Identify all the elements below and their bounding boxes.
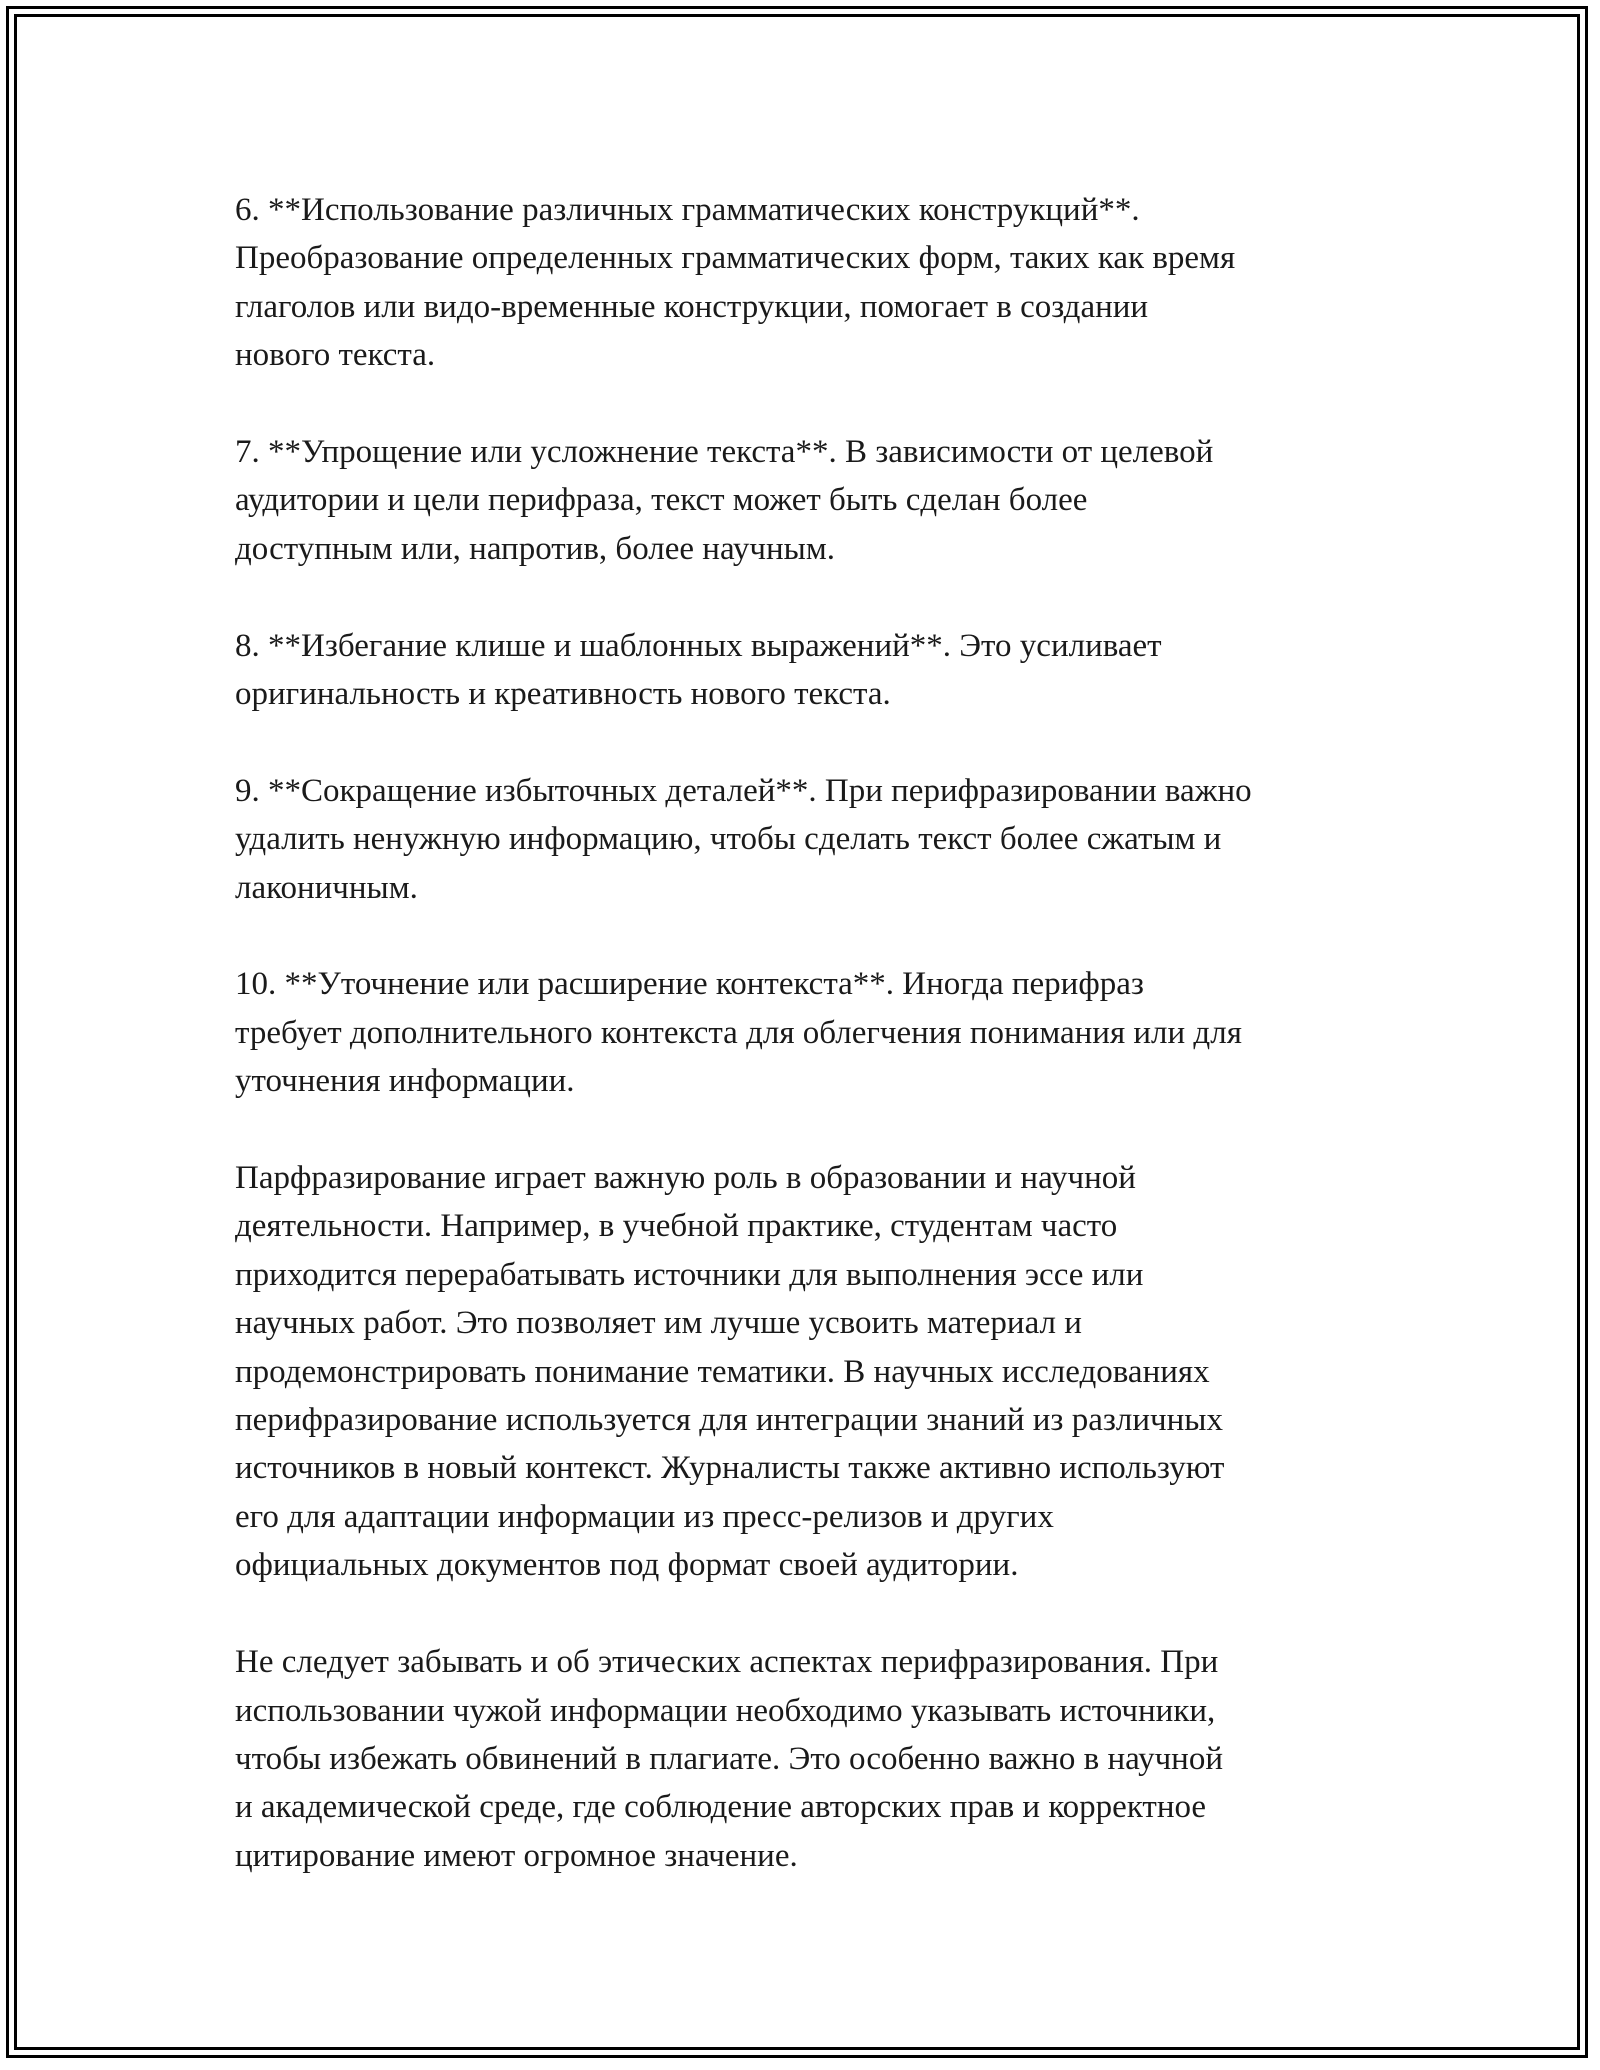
list-item-8: 8. **Избегание клише и шаблонных выражений**. Это усиливает оригинальность и креативность нового текста. [235, 627, 1162, 713]
document-body [235, 186, 1385, 1880]
paragraph-ethics: Не следует забывать и об этических аспектах перифразирования. При использовании чужой информации необходимо указывать источники, чтобы избежать обвинений в плагиате. Это особенно важно в научной и академической среде, где соблюдение авторских прав и корректное цитирование имеют огромное значение. [235, 1644, 1223, 1874]
paragraph-education-role: Парфразирование играет важную роль в образовании и научной деятельности. Например, в учебной практике, студентам часто приходится перерабатывать источники для выполнения эссе или научных работ. Это позволяет им лучше усвоить материал и продемонстрировать понимание тематики. В научных исследованиях перифразирование используется для интеграции знаний из различных источников в новый контекст. Журналисты также активно используют его для адаптации информации из пресс-релизов и других официальных документов под формат своей аудитории. [235, 1160, 1225, 1584]
list-item-10: 10. **Уточнение или расширение контекста**. Иногда перифраз требует дополнительного контекста для облегчения понимания или для уточнения информации. [235, 966, 1242, 1100]
list-item-7: 7. **Упрощение или усложнение текста**. В зависимости от целевой аудитории и цели перифраза, текст может быть сделан более доступным или, напротив, более научным. [235, 434, 1214, 567]
list-item-9: 9. **Сокращение избыточных деталей**. При перифразировании важно удалить ненужную информацию, чтобы сделать текст более сжатым и лаконичным. [235, 772, 1252, 906]
list-item-6: 6. **Использование различных грамматических конструкций**. Преобразование определенных грамматических форм, таких как время глаголов или видо-временные конструкции, помогает в создании нового текста. [235, 192, 1236, 374]
